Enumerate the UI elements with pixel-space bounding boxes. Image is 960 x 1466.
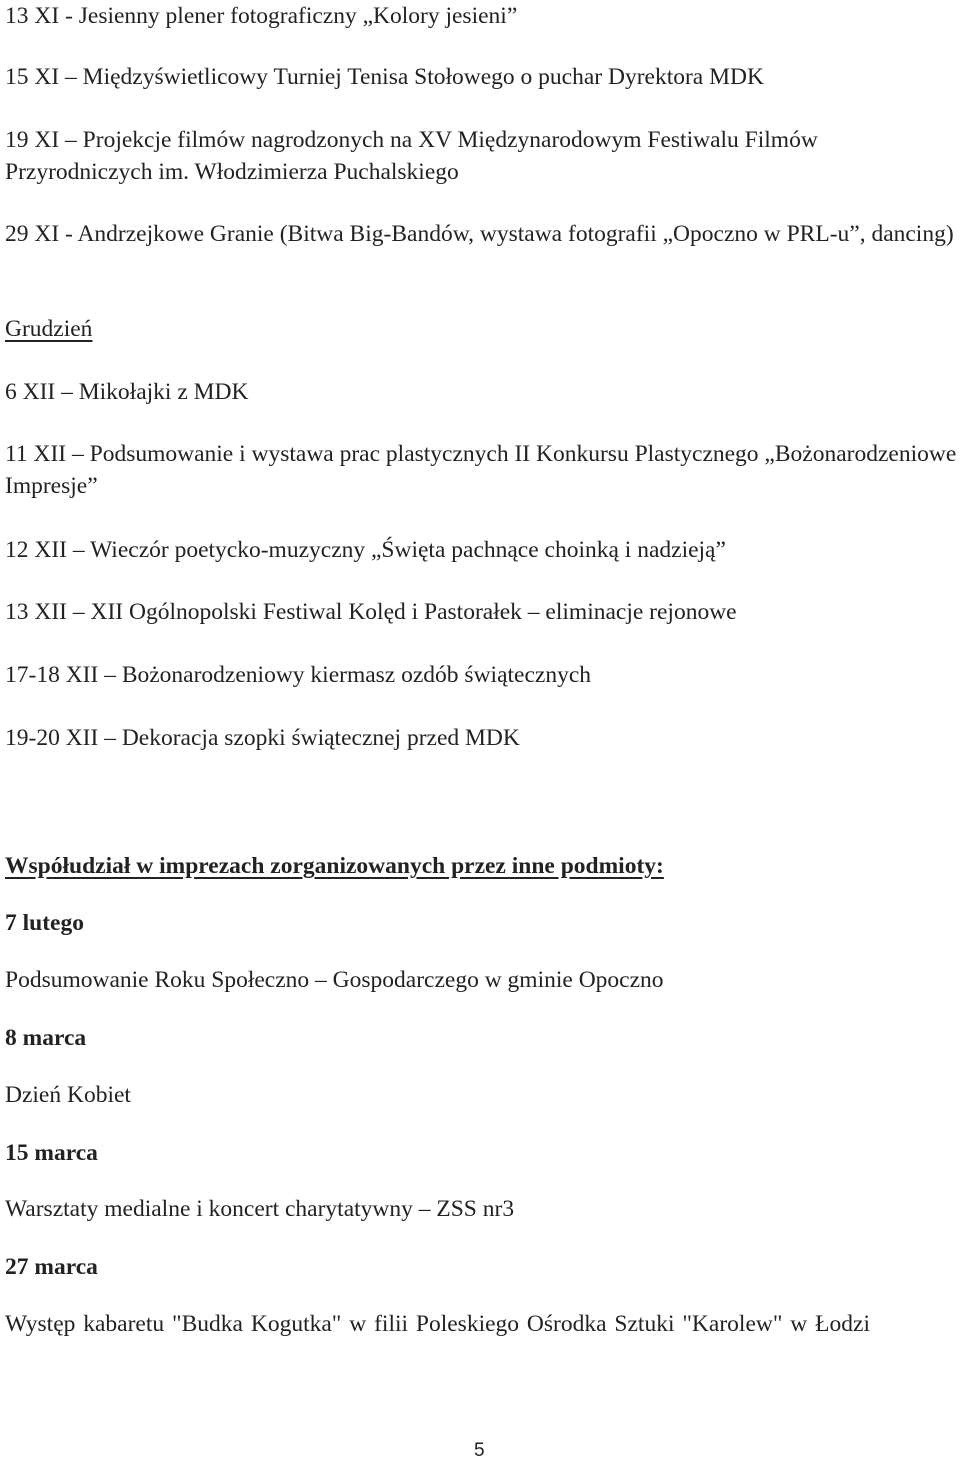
- page-number: 5: [474, 1440, 485, 1461]
- section-heading-december: Grudzień: [5, 316, 93, 342]
- event-line: 11 XII – Podsumowanie i wystawa prac plastycznych II Konkursu Plastycznego „Bożonarodzeniowe Impresje”: [5, 441, 957, 499]
- event-line: 12 XII – Wieczór poetycko-muzyczny „Święta pachnące choinką i nadzieją”: [5, 537, 726, 563]
- section-heading-cooperation: Współudział w imprezach zorganizowanych przez inne podmioty:: [5, 853, 664, 879]
- event-line: 19 XI – Projekcje filmów nagrodzonych na XV Międzynarodowym Festiwalu Filmów Przyrodniczych im. Włodzimierza Puchalskiego: [5, 127, 818, 185]
- event-date: 15 marca: [5, 1140, 98, 1166]
- event-description: Dzień Kobiet: [5, 1082, 131, 1108]
- event-date: 27 marca: [5, 1254, 98, 1280]
- event-line: 29 XI - Andrzejkowe Granie (Bitwa Big-Bandów, wystawa fotografii „Opoczno w PRL-u”, dancing): [5, 221, 954, 247]
- event-description: Warsztaty medialne i koncert charytatywny – ZSS nr3: [5, 1196, 515, 1222]
- event-date: 8 marca: [5, 1025, 87, 1051]
- event-line: 15 XI – Międzyświetlicowy Turniej Tenisa Stołowego o puchar Dyrektora MDK: [5, 64, 764, 90]
- event-description: Występ kabaretu "Budka Kogutka" w filii Poleskiego Ośrodka Sztuki "Karolew" w Łodzi: [5, 1311, 870, 1337]
- event-line: 17-18 XII – Bożonarodzeniowy kiermasz ozdób świątecznych: [5, 662, 591, 688]
- event-line: 19-20 XII – Dekoracja szopki świątecznej przed MDK: [5, 725, 520, 751]
- event-line: 6 XII – Mikołajki z MDK: [5, 379, 249, 405]
- event-description: Podsumowanie Roku Społeczno – Gospodarczego w gminie Opoczno: [5, 967, 664, 993]
- event-line: 13 XI - Jesienny plener fotograficzny „Kolory jesieni”: [5, 3, 518, 29]
- event-date: 7 lutego: [5, 910, 84, 936]
- event-line: 13 XII – XII Ogólnopolski Festiwal Kolęd i Pastorałek – eliminacje rejonowe: [5, 599, 737, 625]
